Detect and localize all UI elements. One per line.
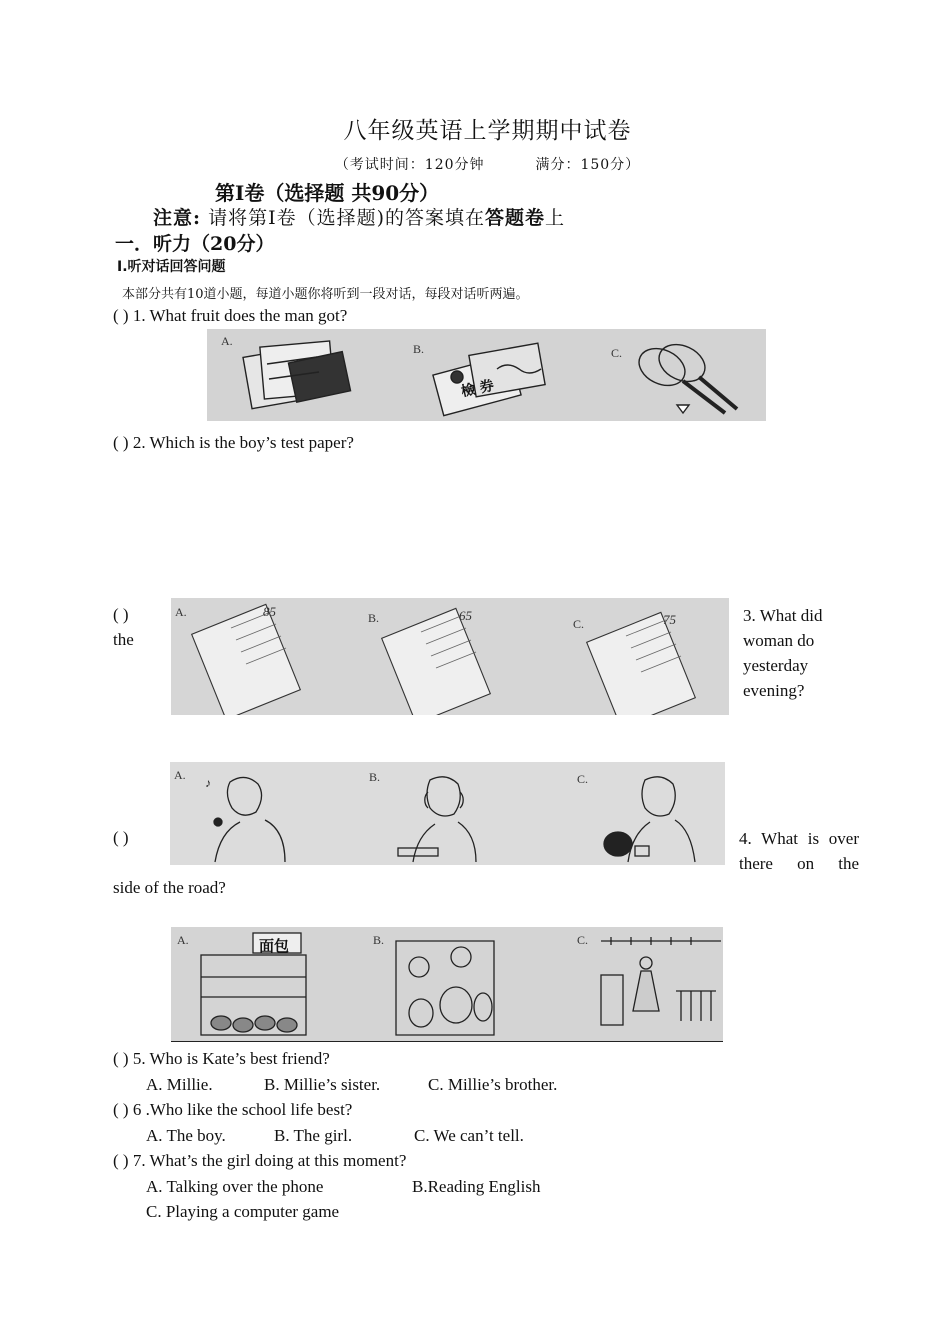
sub-heading: Ⅰ.听对话回答问题 [117, 259, 226, 275]
q7-option-a: A. Talking over the phone [146, 1177, 324, 1196]
question-7: ( ) 7. What’s the girl doing at this moment? [113, 1151, 407, 1170]
exam-time: （考试时间：120分钟 [334, 157, 485, 173]
notice-bold: 答题卷 [484, 207, 545, 229]
q2-image [171, 598, 729, 715]
q6-option-a: A. The boy. [146, 1126, 226, 1145]
q6-option-c: C. We can’t tell. [414, 1126, 524, 1145]
q5-option-c: C. Millie’s brother. [428, 1075, 558, 1094]
section-heading: 第Ⅰ卷（选择题 共90分） [215, 181, 440, 205]
question-4-paren: ( ) [113, 828, 129, 847]
label-a: A. [221, 334, 233, 348]
label-c: C. [611, 346, 623, 360]
ticket-text: 檢 券 [459, 377, 496, 401]
q3-illustration [170, 762, 725, 865]
question-3-paren: ( ) [113, 605, 129, 624]
question-4-continued: side of the road? [113, 878, 226, 897]
score-c: 75 [663, 612, 676, 627]
label-a: A. [175, 605, 187, 619]
page-title: 八年级英语上学期期中试卷 [343, 118, 632, 144]
exam-score: 满分：150分） [535, 157, 641, 173]
label-a: A. [177, 933, 189, 947]
q7-option-b: B.Reading English [412, 1177, 541, 1196]
q3-image [170, 762, 725, 865]
question-6: ( ) 6 .Who like the school life best? [113, 1100, 353, 1119]
label-c: C. [577, 772, 589, 786]
score-a: 85 [263, 604, 276, 619]
label-c: C. [573, 617, 585, 631]
bread-sign: 面包 [259, 937, 290, 955]
label-a: A. [174, 768, 186, 782]
label-b: B. [369, 770, 381, 784]
q7-option-c: C. Playing a computer game [146, 1202, 340, 1221]
question-2: ( ) 2. Which is the boy’s test paper? [113, 433, 354, 452]
q6-option-b: B. The girl. [274, 1126, 353, 1145]
exam-info [0, 154, 950, 174]
part-heading: 一．听力（20分） [115, 233, 275, 255]
q2-illustration [171, 598, 729, 715]
q4-image [171, 927, 723, 1042]
notice-label: 注意: [153, 207, 202, 229]
label-b: B. [373, 933, 385, 947]
question-4-side: 4. What is over there on the [739, 829, 859, 873]
q4-illustration [171, 927, 723, 1041]
label-b: B. [368, 611, 380, 625]
question-3-side: 3. What did woman do yesterday evening? [743, 606, 823, 700]
question-1: ( ) 1. What fruit does the man got? [113, 306, 348, 325]
q5-option-a: A. Millie. [146, 1075, 213, 1094]
notice-end: 上 [545, 207, 566, 229]
q5-option-b: B. Millie’s sister. [264, 1075, 381, 1094]
svg-text:♪: ♪ [205, 776, 211, 790]
label-b: B. [413, 342, 425, 356]
label-c: C. [577, 933, 589, 947]
notice-text: 请将第Ⅰ卷（选择题)的答案填在 [208, 207, 485, 229]
instructions: 本部分共有10道小题，每道小题你将听到一段对话，每段对话听两遍。 [122, 287, 529, 302]
notice [153, 203, 565, 230]
question-5: ( ) 5. Who is Kate’s best friend? [113, 1049, 330, 1068]
question-3-the: the [113, 630, 134, 649]
score-b: 65 [459, 608, 472, 623]
